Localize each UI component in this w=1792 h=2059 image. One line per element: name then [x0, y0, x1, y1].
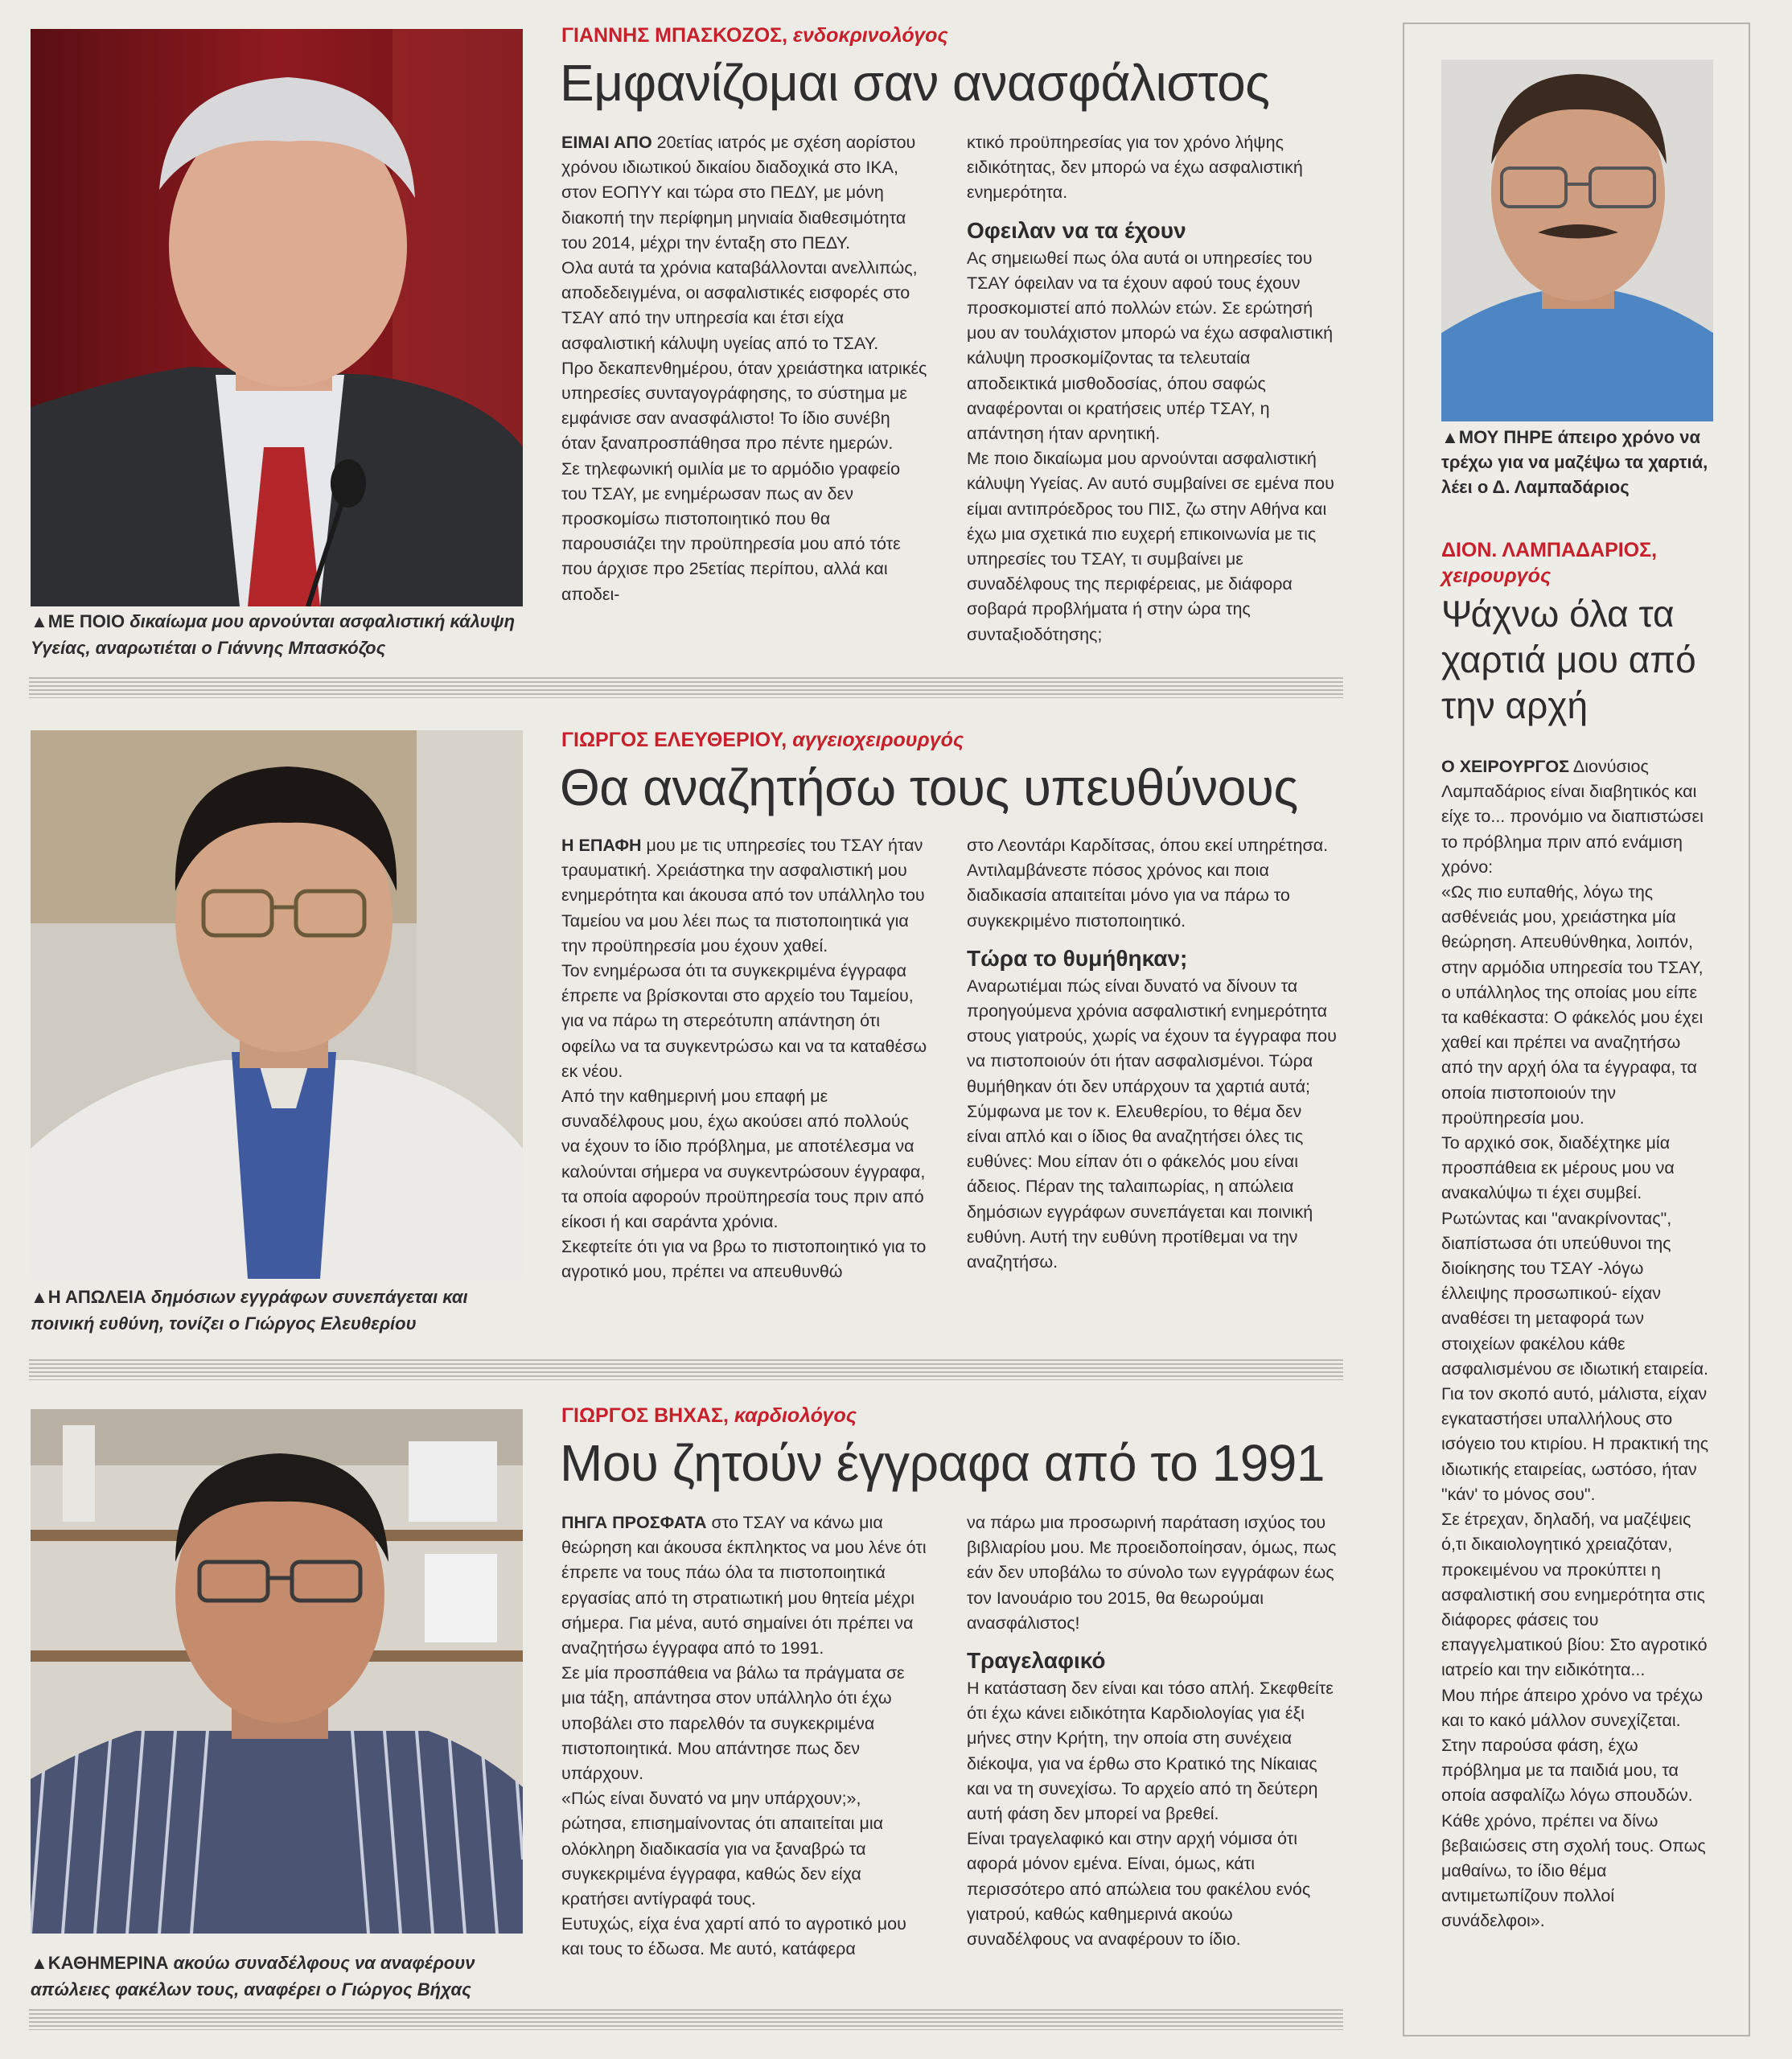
photo-vichas [31, 1409, 523, 1934]
byline: ΓΙΩΡΓΟΣ ΕΛΕΥΘΕΡΙΟΥ, αγγειοχειρουργός [561, 729, 964, 751]
photo-lampadarios [1441, 60, 1713, 421]
article-body-col1: Η ΕΠΑΦΗ μου με τις υπηρεσίες του ΤΣΑΥ ήταν τραυματική. Χρειάστηκα την ασφαλιστική μου ενημερότητα και άκουσα από τον υπάλληλο του Ταμείου να μου λέει πως τα πιστοποιητικά για την προϋπηρεσία μου έχουν χαθεί. Τον ενημέρωσα ότι τα συγκεκριμένα έγγραφα έπρεπε να βρίσκονται στο αρχείο του Ταμείου, για να πάρω τη στερεότυπη απάντηση ότι οφείλω να τα συγκεντρώσω και να τα καταθέσω εκ νέου. Από την καθημερινή μου επαφή με συναδέλφους μου, έχω ακούσει από πολλούς να έχουν το ίδιο πρόβλημα, με αποτέλεσμα να καλούνται σήμερα να συγκεντρώσουν έγγραφα, τα οποία αφορούν προϋπηρεσία τους πριν από είκοσι ή και σαράντα χρόνια. Σκεφτείτε ότι για να βρω το πιστοποιητικό για το αγροτικό μου, πρέπει να απευθυνθώ [561, 836, 927, 1282]
byline: ΓΙΑΝΝΗΣ ΜΠΑΣΚΟΖΟΣ, ενδοκρινολόγος [561, 24, 948, 47]
byline: ΔΙΟΝ. ΛΑΜΠΑΔΑΡΙΟΣ, χειρουργός [1441, 539, 1658, 587]
photo-caption: ▲ΜΟΥ ΠΗΡΕ άπειρο χρόνο να τρέχω για να μαζέψω τα χαρτιά, λέει ο Δ. Λαμπαδάριος [1441, 427, 1708, 497]
headline: Εμφανίζομαι σαν ανασφάλιστος [560, 54, 1270, 112]
headline: Θα αναζητήσω τους υπευθύνους [560, 758, 1298, 816]
headline: Μου ζητούν έγγραφα από το 1991 [560, 1434, 1325, 1492]
byline: ΓΙΩΡΓΟΣ ΒΗΧΑΣ, καρδιολόγος [561, 1404, 857, 1427]
section-divider [29, 2009, 1343, 2030]
section-divider [29, 677, 1343, 698]
article-body-col2: κτικό προϋπηρεσίας για τον χρόνο λήψης ειδικότητας, δεν μπορώ να έχω ασφαλιστική ενημερότητα. Οφειλαν να τα έχουν Ας σημειωθεί πως όλα αυτά οι υπηρεσίες του ΤΣΑΥ όφειλαν να τα έχουν αφού τους έχουν προσκομιστεί από πολλών ετών. Σε ερώτησή μου αν τουλάχιστον μπορώ να έχω ασφαλιστική κάλυψη προσκομίζοντας τα τελευταία αποδεικτικά μισθοδοσίας, όπου σαφώς αναφέρονται οι κρατήσεις υπέρ ΤΣΑΥ, η απάντηση ήταν αρνητική. Με ποιο δικαίωμα μου αρνούνται ασφαλιστική κάλυψη Υγείας. Αν αυτό συμβαίνει σε εμένα που είμαι αντιπρόεδρος του ΠΙΣ, ζω στην Αθήνα και έχω μια σχετικά πιο ευχερή επικοινωνία με τις υπηρεσίες του ΤΣΑΥ, τι συμβαίνει με συναδέλφους της περιφέρειας, με διάφορα σοβαρά προβλήματα ή στην ώρα της συνταξιοδότησης; [967, 130, 1338, 647]
sidebar-body: Ο ΧΕΙΡΟΥΡΓΟΣ Διονύσιος Λαμπαδάριος είναι διαβητικός και είχε το... προνόμιο να διαπιστώσει το πρόβλημα πριν από ενάμιση χρόνο: «Ως πιο ευπαθής, λόγω της ασθένειάς μου, χρειάστηκα μία θεώρηση. Απευθύνθηκα, λοιπόν, στην αρμόδια υπηρεσία του ΤΣΑΥ, ο υπάλληλος της οποίας μου είπε τα καθέκαστα: Ο φάκελός μου έχει χαθεί και πρέπει να αναζητήσω από την αρχή όλα τα έγγραφα, τα οποία πιστοποιούν την προϋπηρεσία μου. Το αρχικό σοκ, διαδέχτηκε μία προσπάθεια εκ μέρους μου να ανακαλύψω τι έχει συμβεί. Ρωτώντας και "ανακρίνοντας", διαπίστωσα ότι υπεύθυνοι της διοίκησης του ΤΣΑΥ -λόγω έλλειψης προσωπικού- είχαν αναθέσει τη μεταφορά των στοιχείων φακέλου κάθε ασφαλισμένου σε ιδιωτική εταιρεία. Για τον σκοπό αυτό, μάλιστα, είχαν εγκαταστήσει υπαλλήλους στο ισόγειο του κτιρίου. Η πρακτική της ιδιωτικής εταιρείας, ωστόσο, ήταν "κάν' το μόνος σου". Σε έτρεχαν, δηλαδή, να μαζέψεις ό,τι δικαιολογητικό χρειαζόταν, προκειμένου να προκύπτει η ασφαλιστική σου ενημερότητα στις διάφορες φάσεις του επαγγελματικού βίου: Στο αγροτικό ιατρείο και την ειδικότητα... Μου πήρε άπειρο χρόνο να τρέχω και το κακό μάλλον συνεχίζεται. Στην παρούσα φάση, έχω πρόβλημα με τα παιδιά μου, τα οποία ασφαλίζω λόγω σπουδών. Κάθε χρόνο, πρέπει να δίνω βεβαιώσεις στη σχολή τους. Οπως μαθαίνω, το ίδιο θέμα αντιμετωπίζουν πολλοί συνάδελφοι». [1441, 757, 1709, 1931]
subheading: Τραγελαφικό [967, 1648, 1106, 1674]
article-body-col1: ΠΗΓΑ ΠΡΟΣΦΑΤΑ στο ΤΣΑΥ να κάνω μια θεώρηση και άκουσα έκπληκτος να μου λένε ότι έπρεπε να τους πάω όλα τα πιστοποιητικά εργασίας από τη στρατιωτική μου θητεία μέχρι σήμερα. Για μένα, αυτό σημαίνει ότι πρέπει να αναζητήσω έγγραφα από το 1991. Σε μία προσπάθεια να βάλω τα πράγματα σε μια τάξη, απάντησα στον υπάλληλο ότι έχω υποβάλει στο παρελθόν τα συγκεκριμένα πιστοποιητικά. Μου απάντησε πως δεν υπάρχουν. «Πώς είναι δυνατό να μην υπάρχουν;», ρώτησα, επισημαίνοντας ότι απαιτείται μια ολόκληρη διαδικασία για να ξαναβρώ τα συγκεκριμένα έγγραφα, καθώς δεν είχα κρατήσει αντίγραφά τους. Ευτυχώς, είχα ένα χαρτί από το αγροτικό μου και τους το έδωσα. Με αυτό, κατάφερα [561, 1513, 927, 1959]
subheading: Τώρα το θυμήθηκαν; [967, 945, 1188, 971]
article-body-col2: να πάρω μια προσωρινή παράταση ισχύος του βιβλιαρίου μου. Με προειδοποίησαν, όμως, πως εάν δεν υποβάλω το σύνολο των εγγράφων έως τον Ιανουάριο του 2015, θα θεωρούμαι ανασφάλιστος! Τραγελαφικό Η κατάσταση δεν είναι και τόσο απλή. Σκεφθείτε ότι έχω κάνει ειδικότητα Καρδιολογίας για έξι μήνες στην Κρήτη, την οποία στη συνέχεια διέκοψα, για να έρθω στο Κρατικό της Νίκαιας και να τη συνεχίσω. Το αρχείο από τη δεύτερη αυτή φάση δεν μπορεί να βρεθεί. Είναι τραγελαφικό και στην αρχή νόμισα ότι αφορά μόνον εμένα. Είναι, όμως, κάτι περισσότερο από απώλεια του φακέλου ενός γιατρού, καθώς καθημερινά ακούω συναδέλφους να αναφέρουν το ίδιο. [967, 1510, 1338, 1952]
subheading: Οφειλαν να τα έχουν [967, 217, 1186, 243]
photo-caption: ▲ΜΕ ΠΟΙΟ δικαίωμα μου αρνούνται ασφαλιστική κάλυψη Υγείας, αναρωτιέται ο Γιάννης Μπασκόζος [31, 611, 516, 658]
article-body-col2: στο Λεοντάρι Καρδίτσας, όπου εκεί υπηρέτησα. Αντιλαμβάνεστε πόσος χρόνος και ποια διαδικασία απαιτείται μόνο για να πάρω το συγκεκριμένο πιστοποιητικό. Τώρα το θυμήθηκαν; Αναρωτιέμαι πώς είναι δυνατό να δίνουν τα προηγούμενα χρόνια ασφαλιστική ενημερότητα στους γιατρούς, χωρίς να έχουν τα έγγραφα που να πιστοποιούν ότι ήταν ασφαλισμένοι. Τώρα θυμήθηκαν ότι δεν υπάρχουν τα χαρτιά αυτά; Σύμφωνα με τον κ. Ελευθερίου, το θέμα δεν είναι απλό και ο ίδιος θα αναζητήσει όλες τις ευθύνες: Μου είπαν ότι ο φάκελός μου είναι άδειος. Πέραν της ταλαιπωρίας, η απώλεια δημόσιων εγγράφων συνεπάγεται και ποινική ευθύνη. Αυτή την ευθύνη προτίθεμαι να την αναζητήσω. [967, 833, 1338, 1275]
article-body-col1: ΕΙΜΑΙ ΑΠΟ 20ετίας ιατρός με σχέση αορίστου χρόνου ιδιωτικού δικαίου διαδοχικά στο ΙΚΑ, στον ΕΟΠΥΥ και τώρα στο ΠΕΔΥ, με μόνη διακοπή την περίφημη μηνιαία διαθεσιμότητα του 2014, μέχρι την ένταξη στο ΠΕΔΥ. Ολα αυτά τα χρόνια καταβάλλονται ανελλιπώς, αποδεδειγμένα, οι ασφαλιστικές εισφορές στο ΤΣΑΥ από την υπηρεσία και έτσι είχα ασφαλιστική κάλυψη υγείας από το ΤΣΑΥ. Προ δεκαπενθημέρου, όταν χρειάστηκα ιατρικές υπηρεσίες συνταγογράφησης, το σύστημα με εμφάνισε σαν ανασφάλιστο! Το ίδιο συνέβη όταν ξαναπροσπάθησα προ πέντε ημερών. Σε τηλεφωνική ομιλία με το αρμόδιο γραφείο του ΤΣΑΥ, με ενημέρωσαν πως αν δεν προσκομίσω πιστοποιητικό που θα παρουσιάζει την προϋπηρεσία μου από τότε που άρχισε προ 25ετίας περίπου, αλλά και αποδει- [561, 133, 927, 604]
section-divider [29, 1359, 1343, 1380]
photo-eleftheriou [31, 730, 523, 1279]
photo-baskozos [31, 29, 523, 606]
headline: Ψάχνω όλα τα χαρτιά μου από την αρχή [1441, 593, 1696, 726]
photo-caption: ▲Η ΑΠΩΛΕΙΑ δημόσιων εγγράφων συνεπάγεται και ποινική ευθύνη, τονίζει ο Γιώργος Ελευθερίου [31, 1287, 468, 1334]
photo-caption: ▲ΚΑΘΗΜΕΡΙΝΑ ακούω συναδέλφους να αναφέρουν απώλειες φακέλων τους, αναφέρει ο Γιώργος Βήχας [31, 1953, 475, 1999]
